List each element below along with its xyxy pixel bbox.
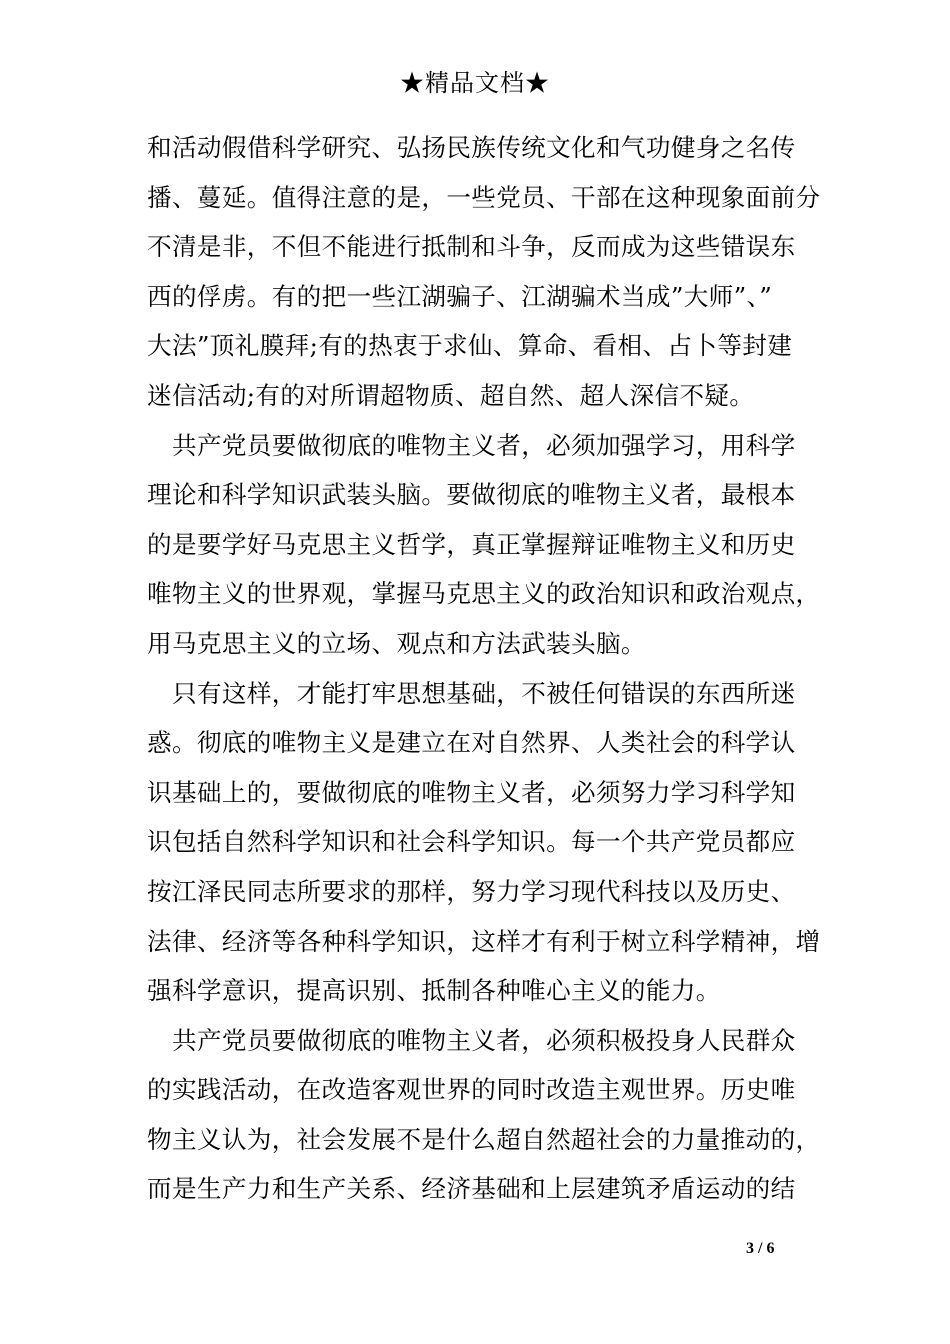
text-line: 的实践活动，在改造客观世界的同时改造主观世界。历史唯 [147,1075,796,1105]
document-body [147,128,821,1219]
paragraph [147,674,821,1021]
text-line: 西的俘虏。有的把一些江湖骗子、江湖骗术当成”大师”、” [147,281,773,311]
text-line: 共产党员要做彻底的唯物主义者，必须加强学习，用科学 [172,430,796,460]
text-line: 理论和科学知识武装头脑。要做彻底的唯物主义者，最根本 [147,480,796,510]
text-line: 而是生产力和生产关系、经济基础和上层建筑矛盾运动的结 [147,1174,796,1204]
text-line: 法律、经济等各种科学知识，这样才有利于树立科学精神，增 [147,926,821,956]
text-line: 物主义认为，社会发展不是什么超自然超社会的力量推动的， [147,1124,821,1154]
paragraph [147,128,821,426]
text-line: 迷信活动;有的对所谓超物质、超自然、超人深信不疑。 [147,380,755,410]
paragraph [147,1021,821,1219]
text-line: 按江泽民同志所要求的那样，努力学习现代科技以及历史、 [147,876,796,906]
text-line: 的是要学好马克思主义哲学，真正掌握辩证唯物主义和历史 [147,529,796,559]
text-line: 识基础上的，要做彻底的唯物主义者，必须努力学习科学知 [147,777,796,807]
text-line: 用马克思主义的立场、观点和方法武装头脑。 [147,628,646,658]
document-header-title: ★精品文档★ [400,69,550,97]
text-line: 播、蔓延。值得注意的是，一些党员、干部在这种现象面前分 [147,182,821,212]
page-number: 3 / 6 [746,1240,775,1257]
text-line: 识包括自然科学知识和社会科学知识。每一个共产党员都应 [147,827,796,857]
text-line: 和活动假借科学研究、弘扬民族传统文化和气功健身之名传 [147,133,796,162]
text-line: 强科学意识，提高识别、抵制各种唯心主义的能力。 [147,976,721,1006]
text-line: 只有这样，才能打牢思想基础，不被任何错误的东西所迷 [172,678,796,708]
text-line: 不清是非，不但不能进行抵制和斗争，反而成为这些错误东 [147,232,796,262]
text-line: 惑。彻底的唯物主义是建立在对自然界、人类社会的科学认 [147,728,796,758]
text-line: 大法”顶礼膜拜;有的热衷于求仙、算命、看相、占卜等封建 [147,331,793,361]
text-line: 共产党员要做彻底的唯物主义者，必须积极投身人民群众 [172,1025,796,1055]
text-line: 唯物主义的世界观，掌握马克思主义的政治知识和政治观点， [147,579,821,609]
paragraph [147,426,821,674]
